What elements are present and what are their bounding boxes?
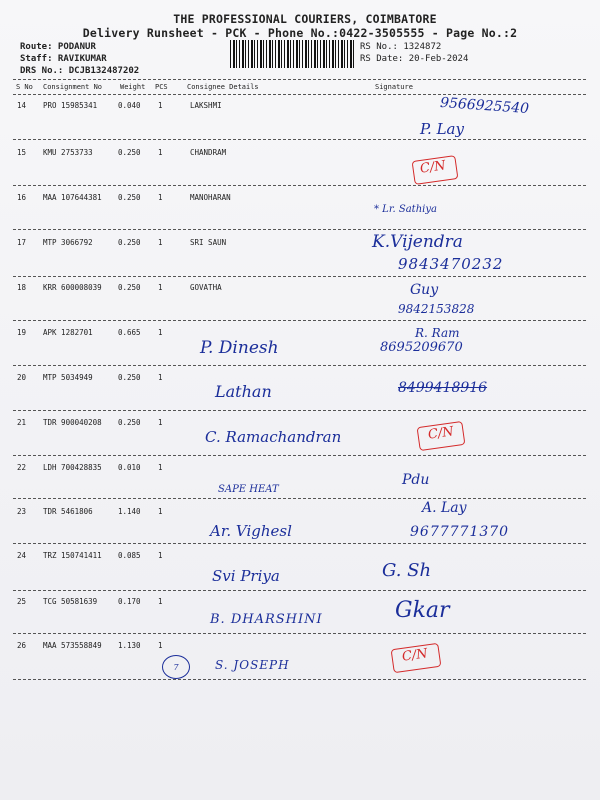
row-weight: 0.250: [118, 418, 141, 427]
row-consignment: APK 1282701: [43, 328, 93, 337]
row-divider: [13, 276, 586, 277]
row-consignment: KMU 2753733: [43, 148, 93, 157]
row-divider: [13, 320, 586, 321]
row-weight: 0.250: [118, 283, 141, 292]
row-consignee: MANOHARAN: [190, 193, 231, 202]
row-consignee: GOVATHA: [190, 283, 222, 292]
handwritten-cn-mark: C/N: [401, 646, 429, 665]
col-sno: S No: [16, 83, 33, 91]
row-divider: [13, 455, 586, 456]
runsheet-subtitle: Delivery Runsheet - PCK - Phone No.:0422-3505555 - Page No.:2: [82, 26, 518, 40]
handwritten-consignee: Ar. Vighesl: [210, 522, 292, 540]
row-pcs: 1: [158, 193, 163, 202]
row-divider: [13, 139, 586, 140]
handwritten-phone: 9566925540: [439, 94, 530, 118]
handwritten-signature: A. Lay: [422, 500, 467, 516]
row-sno: 24: [17, 551, 27, 560]
company-title: THE PROFESSIONAL COURIERS, COIMBATORE: [173, 12, 437, 26]
row-consignment: MTP 5034949: [43, 373, 93, 382]
row-consignment: MTP 3066792: [43, 238, 93, 247]
row-divider: [13, 543, 586, 544]
handwritten-signature: P. Lay: [420, 120, 464, 138]
row-pcs: 1: [158, 551, 163, 560]
handwritten-signature: K.Vijendra: [372, 232, 463, 252]
row-weight: 0.040: [118, 101, 141, 110]
row-sno: 21: [17, 418, 27, 427]
handwritten-cn-mark: C/N: [419, 158, 447, 177]
row-consignment: KRR 600008039: [43, 283, 102, 292]
row-divider: [13, 679, 586, 680]
row-consignment: TRZ 150741411: [43, 551, 102, 560]
row-consignment: MAA 573558849: [43, 641, 102, 650]
row-pcs: 1: [158, 507, 163, 516]
handwritten-phone: 8499418916: [398, 380, 488, 396]
handwritten-cn-mark: C/N: [427, 424, 455, 443]
row-consignment: TDR 900040208: [43, 418, 102, 427]
row-weight: 0.250: [118, 193, 141, 202]
col-consignment: Consignment No: [43, 83, 103, 91]
row-divider: [13, 410, 586, 411]
col-weight: Weight: [120, 83, 146, 91]
row-pcs: 1: [158, 373, 163, 382]
row-consignee: SRI SAUN: [190, 238, 227, 247]
row-sno: 23: [17, 507, 27, 516]
row-sno: 26: [17, 641, 27, 650]
row-weight: 1.140: [118, 507, 141, 516]
barcode: [230, 40, 355, 68]
handwritten-signature: Pdu: [402, 472, 430, 488]
row-divider: [13, 590, 586, 591]
row-sno: 18: [17, 283, 27, 292]
handwritten-phone: 8695209670: [380, 340, 463, 355]
row-pcs: 1: [158, 328, 163, 337]
row-divider: [13, 229, 586, 230]
row-consignment: TDR 5461806: [43, 507, 93, 516]
handwritten-consignee: Lathan: [215, 382, 272, 401]
route-label: Route: PODANUR: [20, 42, 96, 52]
row-divider: [13, 498, 586, 499]
handwritten-consignee: S. JOSEPH: [215, 658, 290, 672]
col-consignee: Consignee Details: [187, 83, 259, 91]
handwritten-signature: G. Sh: [382, 560, 432, 581]
handwritten-consignee: B. DHARSHINI: [210, 612, 323, 627]
col-pcs: PCS: [155, 83, 168, 91]
handwritten-consignee: Svi Priya: [212, 567, 280, 585]
row-weight: 0.170: [118, 597, 141, 606]
row-sno: 17: [17, 238, 27, 247]
drs-number: DRS No.: DCJB132487202: [20, 66, 140, 76]
row-pcs: 1: [158, 238, 163, 247]
row-consignment: LDH 700428835: [43, 463, 102, 472]
row-weight: 1.130: [118, 641, 141, 650]
row-divider: [13, 185, 586, 186]
row-pcs: 1: [158, 463, 163, 472]
row-weight: 0.010: [118, 463, 141, 472]
col-signature: Signature: [375, 83, 413, 91]
handwritten-signature: Guy: [410, 282, 439, 298]
header-rule-top: [13, 79, 586, 80]
row-pcs: 1: [158, 283, 163, 292]
row-divider: [13, 633, 586, 634]
handwritten-signature: Gkar: [395, 598, 450, 623]
row-sno: 20: [17, 373, 27, 382]
row-pcs: 1: [158, 418, 163, 427]
handwritten-signature: R. Ram: [415, 326, 460, 340]
handwritten-consignee: P. Dinesh: [200, 338, 279, 358]
row-pcs: 1: [158, 148, 163, 157]
handwritten-phone: 9677771370: [410, 524, 510, 540]
row-weight: 0.665: [118, 328, 141, 337]
row-weight: 0.250: [118, 373, 141, 382]
row-sno: 16: [17, 193, 27, 202]
handwritten-phone: 9843470232: [398, 255, 504, 273]
handwritten-note: * Lr. Sathiya: [374, 204, 437, 215]
handwritten-consignee: SAPE HEAT: [218, 484, 279, 495]
row-sno: 15: [17, 148, 27, 157]
row-sno: 25: [17, 597, 27, 606]
row-consignment: PRO 15985341: [43, 101, 98, 110]
row-pcs: 1: [158, 101, 163, 110]
row-consignment: MAA 107644381: [43, 193, 102, 202]
row-sno: 22: [17, 463, 27, 472]
rs-date: RS Date: 20-Feb-2024: [360, 54, 469, 64]
header-rule-bottom: [13, 94, 586, 95]
row-pcs: 1: [158, 641, 163, 650]
row-weight: 0.250: [118, 148, 141, 157]
row-sno: 14: [17, 101, 27, 110]
row-consignee: CHANDRAM: [190, 148, 227, 157]
row-pcs: 1: [158, 597, 163, 606]
rs-number: RS No.: 1324872: [360, 42, 442, 52]
handwritten-phone: 9842153828: [398, 302, 475, 316]
row-consignment: TCG 50581639: [43, 597, 98, 606]
row-sno: 19: [17, 328, 27, 337]
handwritten-circled-mark: 7: [162, 655, 190, 679]
row-weight: 0.250: [118, 238, 141, 247]
row-weight: 0.085: [118, 551, 141, 560]
row-consignee: LAKSHMI: [190, 101, 222, 110]
staff-label: Staff: RAVIKUMAR: [20, 54, 107, 64]
handwritten-consignee: C. Ramachandran: [205, 428, 342, 446]
row-divider: [13, 365, 586, 366]
